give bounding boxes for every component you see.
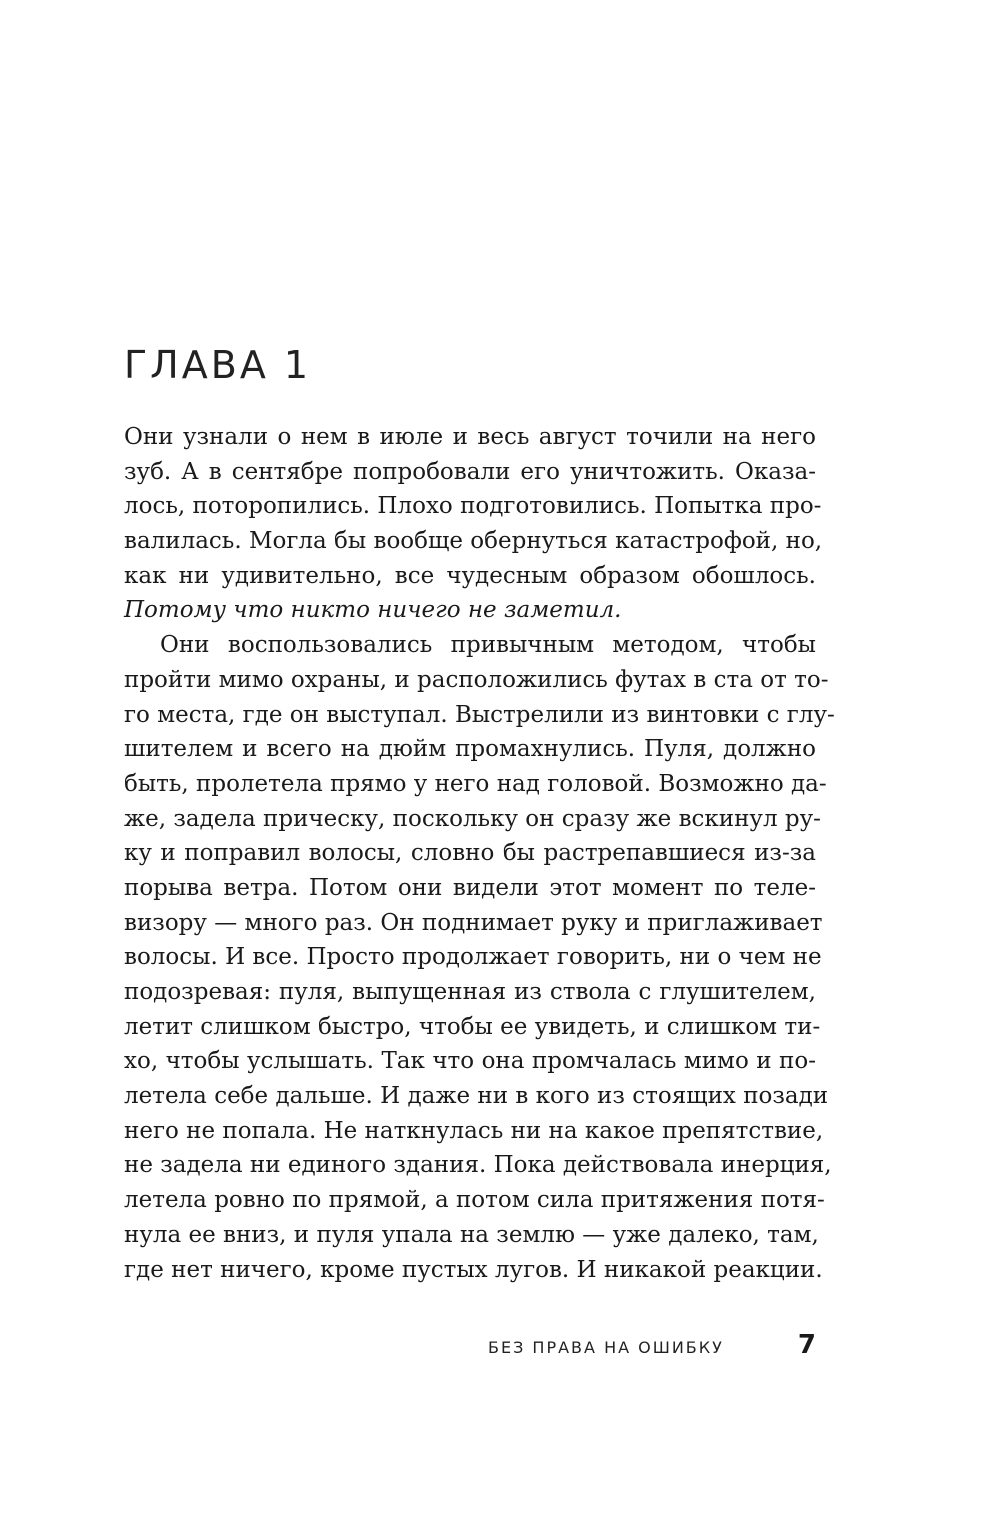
text-line: лось, поторопились. Плохо подготовились. Попытка про-	[124, 493, 822, 520]
text-line: зуб. А в сентябре попробовали его уничтожить. Оказа-	[124, 458, 816, 485]
text-line: летела себе дальше. И даже ни в кого из стоящих позади	[124, 1083, 829, 1110]
running-title: БЕЗ ПРАВА НА ОШИБКУ	[488, 1338, 724, 1357]
text-line: го места, где он выступал. Выстрелили из винтовки с глу-	[124, 701, 835, 728]
text-line: летела ровно по прямой, а потом сила притяжения потя-	[124, 1187, 825, 1214]
text-line: где нет ничего, кроме пустых лугов. И никакой реакции.	[124, 1256, 823, 1283]
body-text	[124, 420, 835, 1287]
text-line: Они узнали о нем в июле и весь август точили на него	[124, 424, 816, 450]
text-line: валилась. Могла бы вообще обернуться катастрофой, но,	[124, 528, 823, 555]
text-line: Они воспользовались привычным методом, чтобы	[160, 632, 816, 659]
text-line: быть, пролетела прямо у него над головой. Возможно да-	[124, 770, 827, 797]
text-line: как ни удивительно, все чудесным образом обошлось.	[124, 562, 816, 589]
text-line: волосы. И все. Просто продолжает говорить, ни о чем не	[124, 944, 822, 971]
text-line-italic: Потому что никто ничего не заметил.	[124, 597, 622, 624]
text-line: хо, чтобы услышать. Так что она промчалась мимо и по-	[124, 1048, 816, 1075]
text-line: нула ее вниз, и пуля упала на землю — уже далеко, там,	[124, 1221, 819, 1248]
page-footer	[488, 1332, 818, 1366]
text-line: не задела ни единого здания. Пока действовала инерция,	[124, 1152, 832, 1179]
text-line: же, задела прическу, поскольку он сразу же вскинул ру-	[124, 805, 821, 832]
text-line: шителем и всего на дюйм промахнулись. Пуля, должно	[124, 736, 816, 763]
text-line: летит слишком быстро, чтобы ее увидеть, и слишком ти-	[124, 1013, 821, 1040]
chapter-heading: ГЛАВА 1	[124, 343, 312, 387]
text-line: него не попала. Не наткнулась ни на какое препятствие,	[124, 1117, 824, 1144]
text-line: пройти мимо охраны, и расположились футах в ста от то-	[124, 666, 829, 693]
page-number: 7	[797, 1330, 816, 1360]
text-line: подозревая: пуля, выпущенная из ствола с глушителем,	[124, 979, 816, 1005]
text-line: порыва ветра. Потом они видели этот момент по теле-	[124, 874, 816, 901]
text-line: визору — много раз. Он поднимает руку и приглаживает	[124, 909, 823, 936]
text-line: ку и поправил волосы, словно бы растрепавшиеся из-за	[124, 840, 816, 867]
